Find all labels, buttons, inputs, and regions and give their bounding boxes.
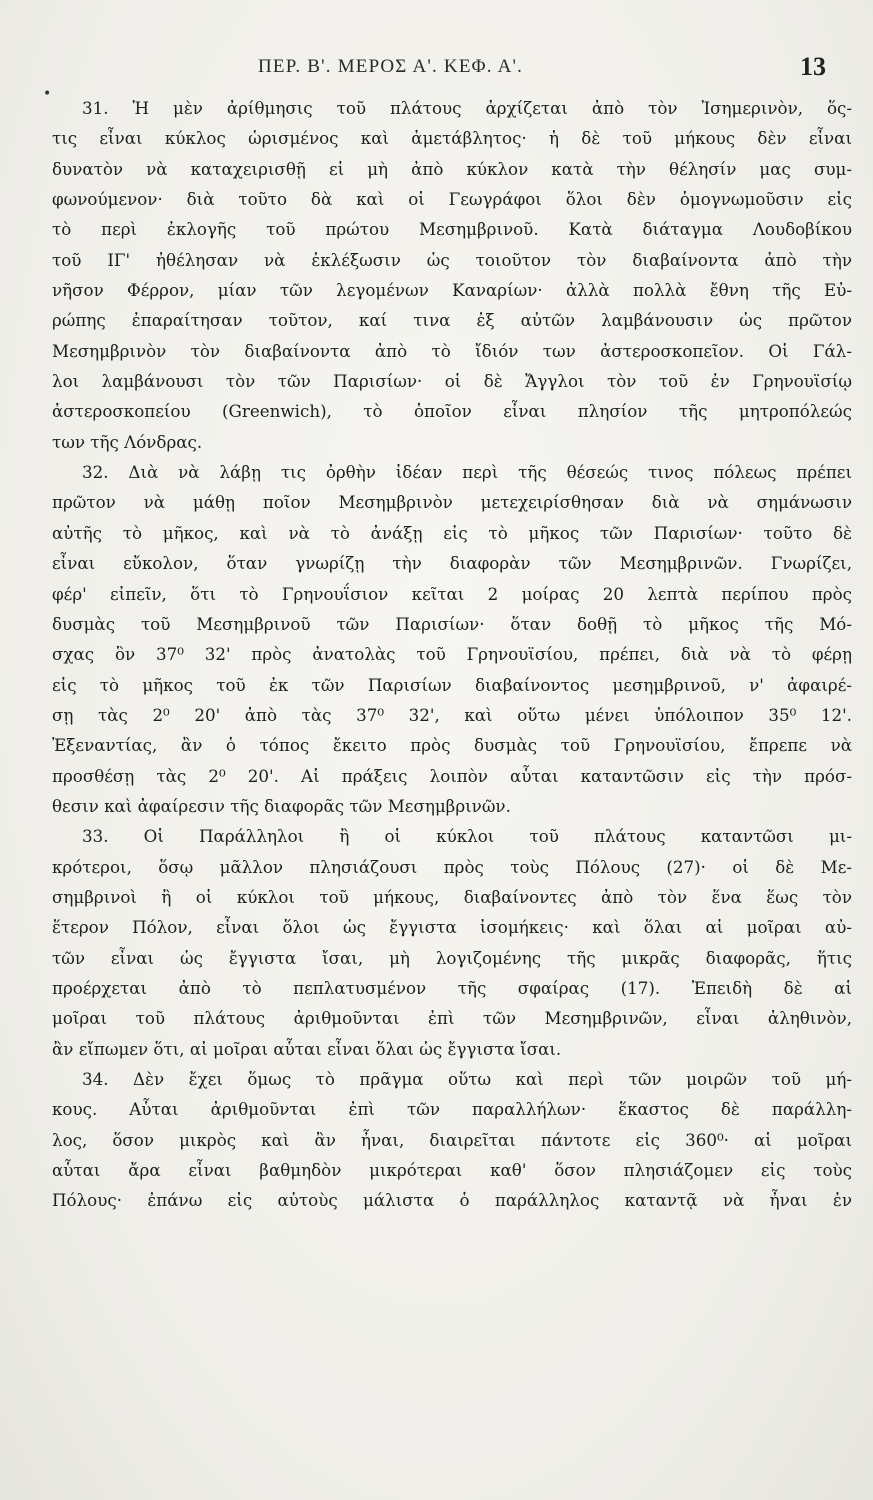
text-line: τοῦ ΙΓ' ἠθέλησαν νὰ ἐκλέξωσιν ὡς τοιοῦτον τὸν διαβαίνοντα ἀπὸ τὴν [52,249,852,270]
text-line: φέρ' εἰπεῖν, ὅτι τὸ Γρηνουΐσιον κεῖται 2 μοίρας 20 λεπτὰ περίπου πρὸς [52,583,852,604]
text-line: εἰς τὸ μῆκος τοῦ ἐκ τῶν Παρισίων διαβαίνοντος μεσημβρινοῦ, ν' ἀφαιρέ- [52,674,852,695]
text-line: φωνούμενον· διὰ τοῦτο δὰ καὶ οἱ Γεωγράφοι ὅλοι δὲν ὁμογνωμοῦσιν εἰς [52,189,852,210]
text-line: κους. Αὗται ἀριθμοῦνται ἐπὶ τῶν παραλλήλων· ἕκαστος δὲ παράλλη- [52,1099,852,1120]
text-line: πρῶτον νὰ μάθῃ ποῖον Μεσημβρινὸν μετεχειρίσθησαν διὰ νὰ σημάνωσιν [52,492,852,513]
text-line: Ἐξεναντίας, ἂν ὁ τόπος ἔκειτο πρὸς δυσμὰς τοῦ Γρηνουϊσίου, ἔπρεπε νὰ [52,735,852,756]
text-line: εἶναι εὔκολον, ὅταν γνωρίζῃ τὴν διαφορὰν τῶν Μεσημβρινῶν. Γνωρίζει, [52,553,852,574]
text-line: αὗται ἄρα εἶναι βαθμηδὸν μικρότεραι καθ' ὅσον πλησιάζομεν εἰς τοὺς [52,1160,852,1181]
text-line: δυνατὸν νὰ καταχειρισθῇ εἰ μὴ ἀπὸ κύκλον κατὰ τὴν θέλησίν μας συμ- [52,158,852,179]
text-line: μοῖραι τοῦ πλάτους ἀριθμοῦνται ἐπὶ τῶν Μεσημβρινῶν, εἶναι ἀληθινὸν, [52,1008,852,1029]
text-line: σημβρινοὶ ἢ οἱ κύκλοι τοῦ μήκους, διαβαίνοντες ἀπὸ τὸν ἕνα ἕως τὸν [52,886,852,907]
text-line: 31. Ἡ μὲν ἀρίθμησις τοῦ πλάτους ἀρχίζεται ἀπὸ τὸν Ἰσημερινὸν, ὅς- [82,98,852,118]
running-header [0,52,873,88]
text-line: κρότεροι, ὅσῳ μᾶλλον πλησιάζουσι πρὸς τοὺς Πόλους (27)· οἱ δὲ Με- [52,856,852,877]
text-line: προέρχεται ἀπὸ τὸ πεπλατυσμένον τῆς σφαίρας (17). Ἐπειδὴ δὲ αἱ [52,977,852,998]
text-line: σῃ τὰς 2⁰ 20' ἀπὸ τὰς 37⁰ 32', καὶ οὕτω μένει ὑπόλοιπον 35⁰ 12'. [52,704,852,725]
text-line: προσθέσῃ τὰς 2⁰ 20'. Αἱ πράξεις λοιπὸν αὗται καταντῶσιν εἰς τὴν πρόσ- [52,765,852,786]
text-line: λοι λαμβάνουσι τὸν τῶν Παρισίων· οἱ δὲ Ἄγγλοι τὸν τοῦ ἐν Γρηνουϊσίῳ [52,371,852,392]
text-line: 33. Οἱ Παράλληλοι ἢ οἱ κύκλοι τοῦ πλάτους καταντῶσι μι- [82,826,852,847]
text-line: τῶν εἶναι ὡς ἔγγιστα ἴσαι, μὴ λογιζομένης τῆς μικρᾶς διαφορᾶς, ἥτις [52,947,852,968]
margin-mark: • [43,86,52,102]
text-line: αὐτῆς τὸ μῆκος, καὶ νὰ τὸ ἀνάξῃ εἰς τὸ μῆκος τῶν Παρισίων· τοῦτο δὲ [52,522,852,543]
text-line: νῆσον Φέρρον, μίαν τῶν λεγομένων Καναρίων· ἀλλὰ πολλὰ ἔθνη τῆς Εὐ- [52,280,852,301]
text-line: Μεσημβρινὸν τὸν διαβαίνοντα ἀπὸ τὸ ἴδιόν των ἀστεροσκοπεῖον. Οἱ Γάλ- [52,340,852,361]
text-line: ἕτερον Πόλον, εἶναι ὅλοι ὡς ἔγγιστα ἰσομήκεις· καὶ ὅλαι αἱ μοῖραι αὐ- [52,917,852,938]
text-line: τις εἶναι κύκλος ὡρισμένος καὶ ἀμετάβλητος· ἡ δὲ τοῦ μήκους δὲν εἶναι [52,128,852,149]
text-line: θεσιν καὶ ἀφαίρεσιν τῆς διαφορᾶς τῶν Μεσημβρινῶν. [52,795,511,816]
text-line: τὸ περὶ ἐκλογῆς τοῦ πρώτου Μεσημβρινοῦ. Κατὰ διάταγμα Λουδοβίκου [52,219,852,240]
page-number: 13 [800,52,826,81]
text-line: Πόλους· ἐπάνω εἰς αὐτοὺς μάλιστα ὁ παράλληλος καταντᾷ νὰ ἦναι ἐν [52,1190,852,1211]
body-text [52,93,852,1216]
text-line: ρώπης ἐπαραίτησαν τοῦτον, καί τινα ἐξ αὐτῶν λαμβάνουσιν ὡς πρῶτον [52,310,852,331]
text-line: ἂν εἴπωμεν ὅτι, αἱ μοῖραι αὗται εἶναι ὅλαι ὡς ἔγγιστα ἴσαι. [52,1038,562,1059]
text-line: δυσμὰς τοῦ Μεσημβρινοῦ τῶν Παρισίων· ὅταν δοθῇ τὸ μῆκος τῆς Μό- [52,613,852,634]
header-title: ΠΕΡ. Β'. ΜΕΡΟΣ Α'. ΚΕΦ. Α'. [258,56,524,77]
text-line: ἀστεροσκοπείου (Greenwich), τὸ ὁποῖον εἶναι πλησίον τῆς μητροπόλεώς [52,401,852,422]
text-line: λος, ὅσον μικρὸς καὶ ἂν ἦναι, διαιρεῖται πάντοτε εἰς 360⁰· αἱ μοῖραι [52,1129,852,1150]
text-line: σχας ὃν 37⁰ 32' πρὸς ἀνατολὰς τοῦ Γρηνουϊσίου, πρέπει, διὰ νὰ τὸ φέρῃ [52,644,852,665]
text-line: των τῆς Λόνδρας. [52,431,203,452]
text-line: 32. Διὰ νὰ λάβῃ τις ὀρθὴν ἰδέαν περὶ τῆς θέσεώς τινος πόλεως πρέπει [82,462,852,483]
text-line: 34. Δὲν ἔχει ὅμως τὸ πρᾶγμα οὕτω καὶ περὶ τῶν μοιρῶν τοῦ μή- [82,1069,852,1089]
